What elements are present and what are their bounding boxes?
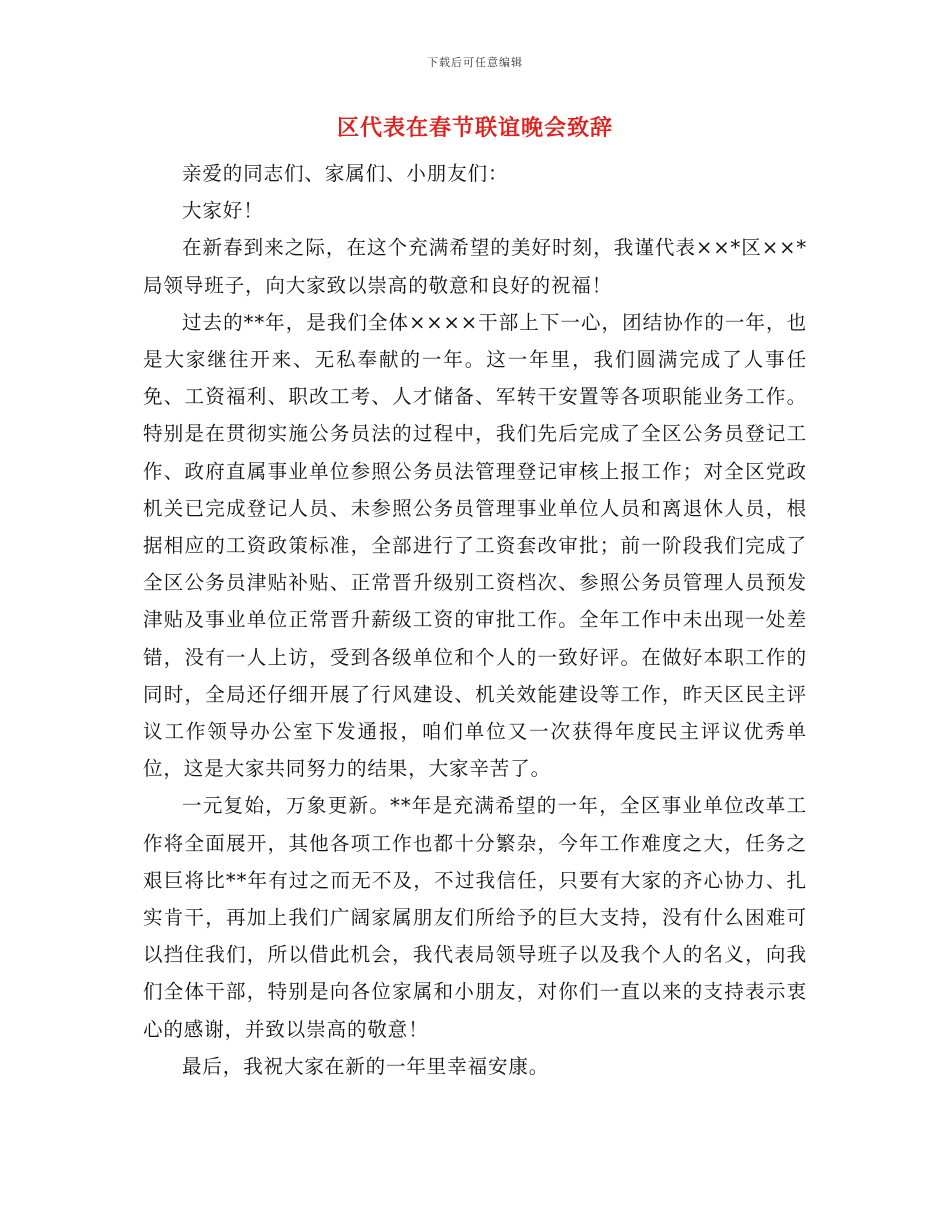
- paragraph-review: 过去的**年，是我们全体××××干部上下一心，团结协作的一年，也是大家继往开来、无私奉献的一年。这一年里，我们圆满完成了人事任免、工资福利、职改工考、人才储备、军转干安置等各项职能业务工作。特别是在贯彻实施公务员法的过程中，我们先后完成了全区公务员登记工作、政府直属事业单位参照公务员法管理登记审核上报工作；对全区党政机关已完成登记人员、未参照公务员管理事业单位人员和离退休人员，根据相应的工资政策标准，全部进行了工资套改审批；前一阶段我们完成了全区公务员津贴补贴、正常晋升级别工资档次、参照公务员管理人员预发津贴及事业单位正常晋升薪级工资的审批工作。全年工作中未出现一处差错，没有一人上访，受到各级单位和个人的一致好评。在做好本职工作的同时，全局还仔细开展了行风建设、机关效能建设等工作，昨天区民主评议工作领导办公室下发通报，咱们单位又一次获得年度民主评议优秀单位，这是大家共同努力的结果，大家辛苦了。: [143, 310, 807, 781]
- paragraph-outlook: 一元复始，万象更新。**年是充满希望的一年，全区事业单位改革工作将全面展开，其他各项工作也都十分繁杂，今年工作难度之大，任务之艰巨将比**年有过之而无不及，不过我信任，只要有大家的齐心协力、扎实肯干，再加上我们广阔家属朋友们所给予的巨大支持，没有什么困难可以挡住我们，所以借此机会，我代表局领导班子以及我个人的名义，向我们全体干部，特别是向各位家属和小朋友，对你们一直以来的支持表示衷心的感谢，并致以崇高的敬意！: [143, 794, 807, 1041]
- paragraph-opening: 在新春到来之际，在这个充满希望的美好时刻，我谨代表××*区××*局领导班子，向大家致以崇高的敬意和良好的祝福！: [143, 236, 807, 297]
- header-note: 下载后可任意编辑: [427, 56, 523, 69]
- document-body: [143, 155, 807, 1085]
- greeting: 大家好！: [182, 199, 264, 223]
- paragraph-closing: 最后，我祝大家在新的一年里幸福安康。: [182, 1054, 550, 1078]
- salutation: 亲爱的同志们、家属们、小朋友们：: [182, 162, 509, 185]
- document-title: 区代表在春节联谊晚会致辞: [336, 115, 613, 141]
